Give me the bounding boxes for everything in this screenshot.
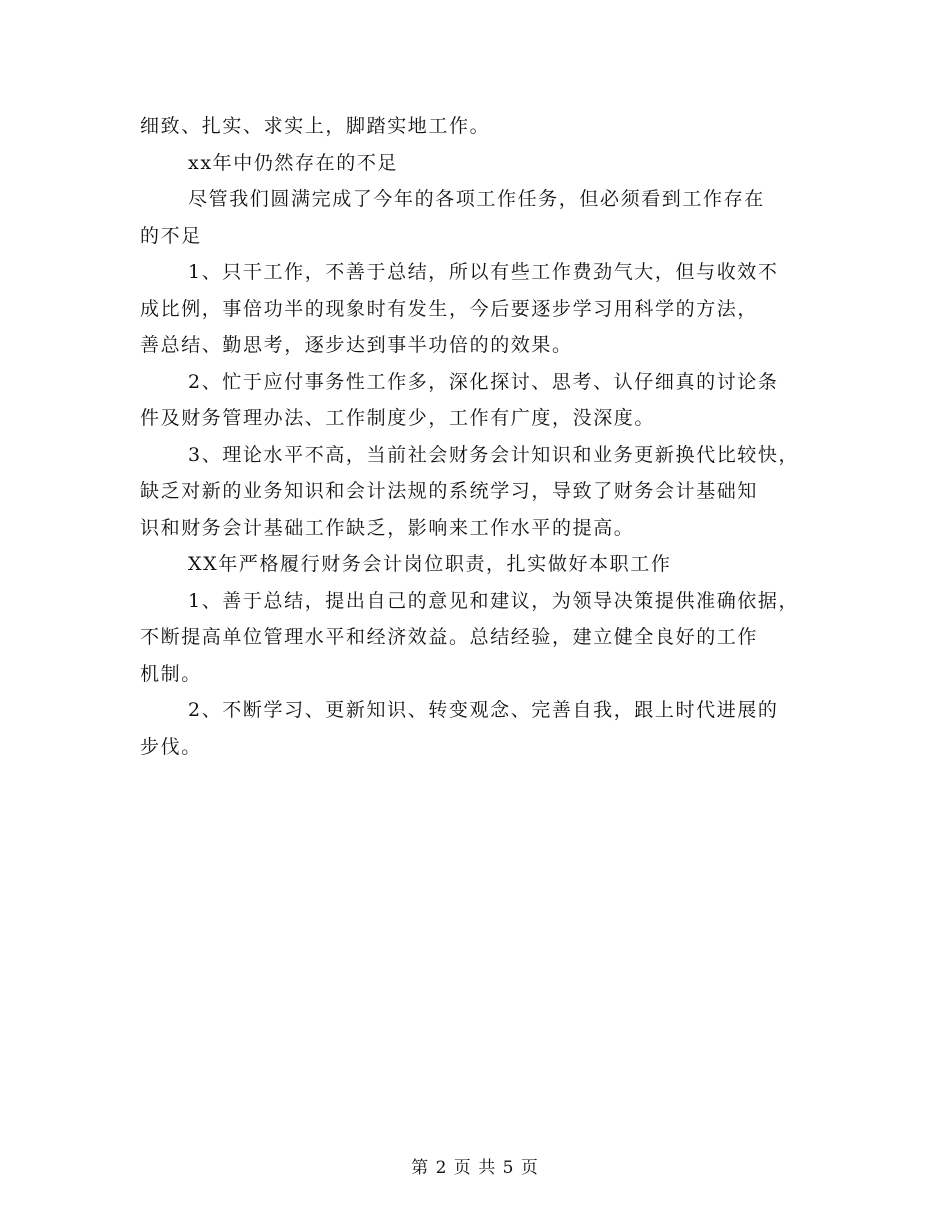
text-line: 2、忙于应付事务性工作多，深化探讨、思考、认仔细真的讨论条: [188, 370, 779, 393]
text-line: 1、善于总结，提出自己的意见和建议，为领导决策提供准确依据，: [188, 589, 800, 612]
text-line: 尽管我们圆满完成了今年的各项工作任务，但必须看到工作存在: [188, 188, 765, 210]
text-line: 不断提高单位管理水平和经济效益。总结经验，建立健全良好的工作: [140, 626, 759, 648]
document-body: [140, 108, 820, 765]
text-line: 1、只干工作，不善于总结，所以有些工作费劲气大，但与收效不: [188, 261, 779, 283]
text-line: 2、不断学习、更新知识、转变观念、完善自我，跟上时代进展的: [188, 699, 779, 721]
text-line: 善总结、勤思考，逐步达到事半功倍的的效果。: [140, 334, 573, 356]
text-line: 步伐。: [140, 735, 202, 758]
text-line: 的不足: [140, 224, 202, 247]
text-line: 细致、扎实、求实上，脚踏实地工作。: [140, 115, 491, 137]
page-number-footer: 第 2 页 共 5 页: [411, 1158, 539, 1178]
text-line: 3、理论水平不高，当前社会财务会计知识和业务更新换代比较快，: [188, 443, 800, 466]
text-line: 机制。: [140, 662, 202, 685]
text-line: 成比例，事倍功半的现象时有发生，今后要逐步学习用科学的方法，: [140, 297, 759, 320]
section-heading: xx年中仍然存在的不足: [188, 151, 399, 174]
section-heading: XX年严格履行财务会计岗位职责，扎实做好本职工作: [188, 553, 672, 575]
text-line: 缺乏对新的业务知识和会计法规的系统学习，导致了财务会计基础知: [140, 480, 759, 502]
text-line: 件及财务管理办法、工作制度少，工作有广度，没深度。: [140, 407, 656, 429]
text-line: 识和财务会计基础工作缺乏，影响来工作水平的提高。: [140, 516, 635, 539]
